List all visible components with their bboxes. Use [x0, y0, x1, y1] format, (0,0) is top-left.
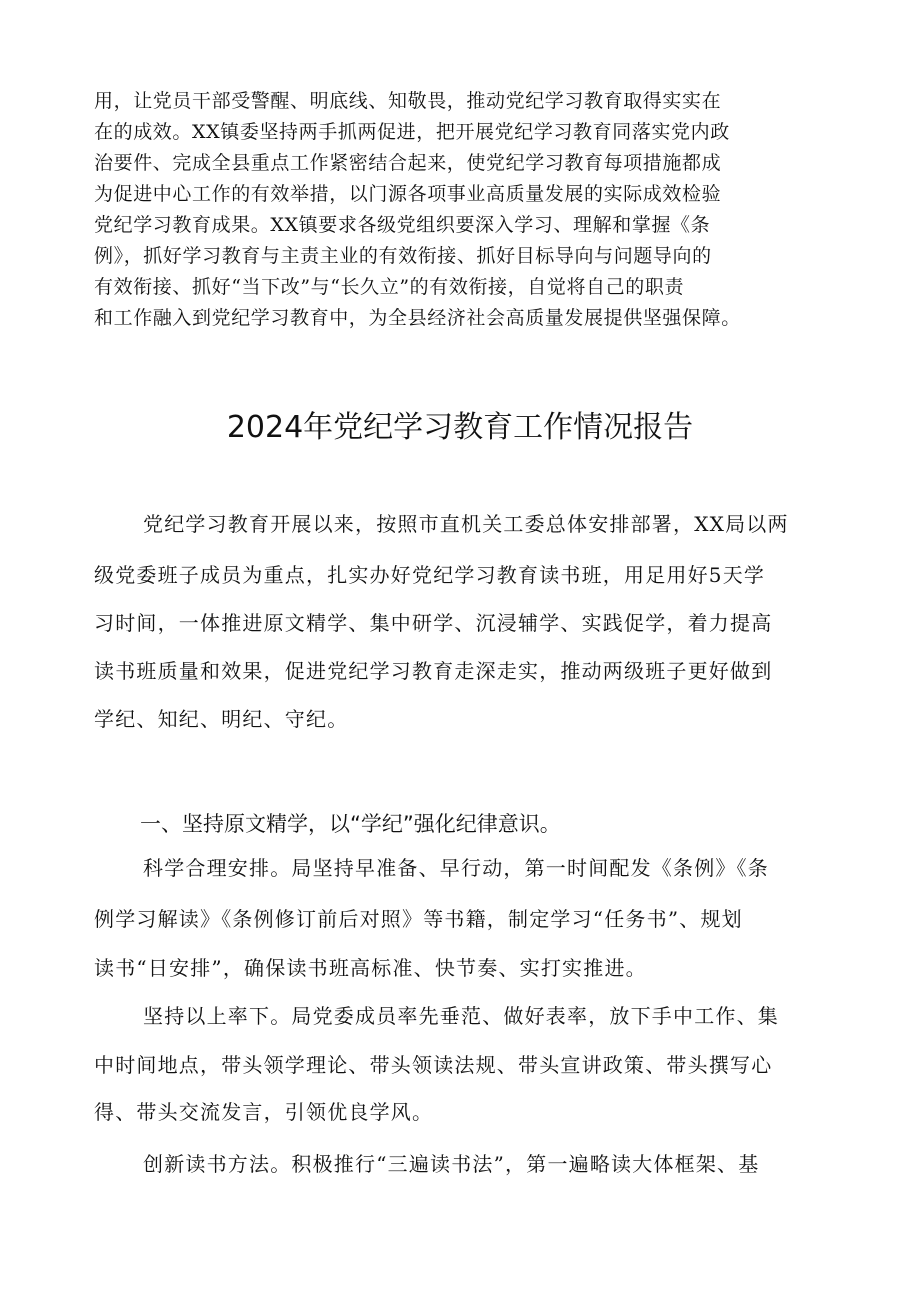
text-line: 用，让党员干部受警醒、明底线、知敬畏，推动党纪学习教育取得实实在	[94, 90, 722, 112]
text-line: 中时间地点，带头领学理论、带头领读法规、带头宣讲政策、带头撰写心	[94, 1053, 773, 1077]
text-line: 得、带头交流发言，引领优良学风。	[94, 1100, 434, 1124]
text-line: 科学合理安排。局坚持早准备、早行动，第一时间配发《条例》《条	[143, 856, 769, 880]
report-title: 2024年党纪学习教育工作情况报告	[226, 410, 694, 445]
text-line: 党纪学习教育成果。XX镇要求各级党组织要深入学习、理解和掌握《条	[94, 214, 711, 236]
text-line: 例学习解读》《条例修订前后对照》等书籍，制定学习“任务书”、规划	[94, 907, 743, 931]
text-line: 和工作融入到党纪学习教育中，为全县经济社会高质量发展提供坚强保障。	[94, 307, 741, 329]
text-line: 治要件、完成全县重点工作紧密结合起来，使党纪学习教育每项措施都成	[94, 152, 722, 174]
text-line: 例》，抓好学习教育与主责主业的有效衔接、抓好目标导向与问题导向的	[94, 245, 712, 267]
text-line: 读书“日安排”，确保读书班高标准、快节奏、实打实推进。	[94, 956, 647, 980]
section-heading: 一、坚持原文精学，以“学纪”强化纪律意识。	[140, 812, 561, 836]
text-line: 学纪、知纪、明纪、守纪。	[94, 707, 349, 731]
text-line: 级党委班子成员为重点，扎实办好党纪学习教育读书班，用足用好5天学	[94, 563, 766, 587]
text-line: 在的成效。XX镇委坚持两手抓两促进，把开展党纪学习教育同落实党内政	[94, 121, 730, 143]
text-line: 有效衔接、抓好“当下改”与“长久立”的有效衔接，自觉将自己的职责	[94, 276, 685, 298]
text-line: 为促进中心工作的有效举措，以门源各项事业高质量发展的实际成效检验	[94, 183, 722, 205]
text-line: 创新读书方法。积极推行“三遍读书法”，第一遍略读大体框架、基	[143, 1152, 760, 1176]
text-line: 党纪学习教育开展以来，按照市直机关工委总体安排部署，XX局以两	[143, 512, 789, 536]
text-line: 习时间，一体推进原文精学、集中研学、沉浸辅学、实践促学，着力提高	[94, 611, 773, 635]
text-line: 坚持以上率下。局党委成员率先垂范、做好表率，放下手中工作、集	[143, 1004, 779, 1028]
text-line: 读书班质量和效果，促进党纪学习教育走深走实，推动两级班子更好做到	[94, 659, 773, 683]
